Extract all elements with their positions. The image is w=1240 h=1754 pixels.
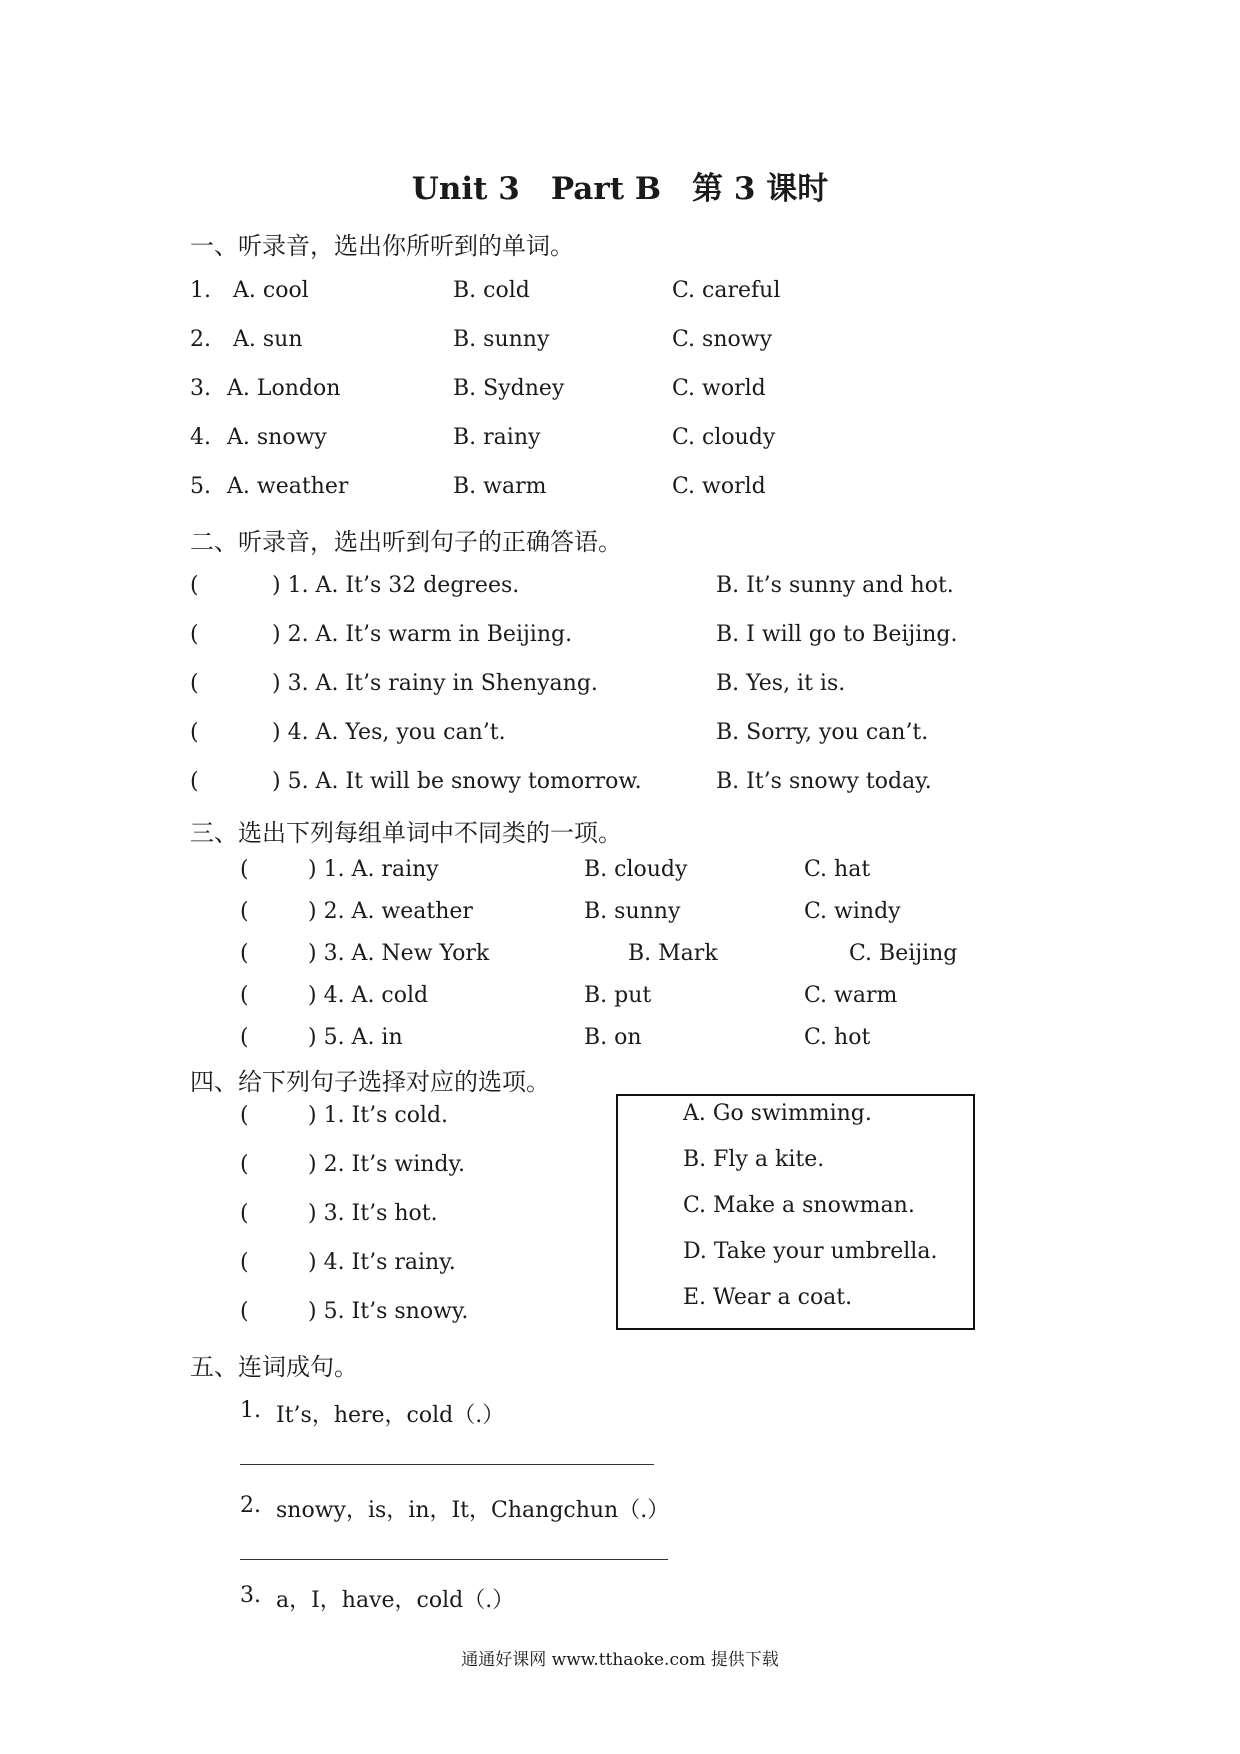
option-c: C. warm: [804, 983, 898, 1008]
answer-paren: (: [190, 769, 199, 794]
option-item: A. Go swimming.: [683, 1101, 872, 1126]
option-c: C. world: [672, 474, 766, 499]
sentence: ) 3. It’s hot.: [308, 1201, 438, 1226]
footer-credit: 通通好课网 www.tthaoke.com 提供下载: [461, 1650, 779, 1670]
option-item: E. Wear a coat.: [683, 1285, 853, 1310]
option-a: A. sun: [233, 327, 303, 352]
option-a: ) 3. A. New York: [308, 941, 490, 966]
option-c: C. world: [672, 376, 766, 401]
option-b: B. cold: [453, 278, 530, 303]
option-b: B. Sydney: [453, 376, 565, 401]
option-a: ) 3. A. It’s rainy in Shenyang.: [272, 671, 598, 696]
scrambled-words: It’s，here，cold（.）: [276, 1403, 505, 1428]
answer-paren: (: [240, 1103, 249, 1128]
option-b: B. warm: [453, 474, 547, 499]
section-2-heading: 二、听录音，选出听到句子的正确答语。: [190, 528, 622, 556]
answer-paren: (: [190, 671, 199, 696]
answer-paren: (: [190, 622, 199, 647]
item-number: 3.: [240, 1583, 261, 1608]
item-number: 3.: [190, 376, 211, 401]
sentence: ) 2. It’s windy.: [308, 1152, 465, 1177]
answer-paren: (: [240, 1201, 249, 1226]
option-b: B. rainy: [453, 425, 541, 450]
answer-paren: (: [240, 1299, 249, 1324]
scrambled-words: snowy，is，in，It，Changchun（.）: [276, 1498, 670, 1523]
option-c: C. snowy: [672, 327, 772, 352]
page-title: Unit 3 Part B 第 3 课时: [411, 171, 829, 207]
option-b: B. sunny: [453, 327, 550, 352]
option-a: ) 1. A. rainy: [308, 857, 439, 882]
option-a: A. London: [227, 376, 341, 401]
sentence: ) 5. It’s snowy.: [308, 1299, 469, 1324]
option-a: ) 2. A. weather: [308, 899, 473, 924]
option-b: B. It’s sunny and hot.: [716, 573, 954, 598]
option-c: C. hot: [804, 1025, 871, 1050]
sentence: ) 4. It’s rainy.: [308, 1250, 456, 1275]
scrambled-words: a，I，have，cold（.）: [276, 1588, 515, 1613]
answer-paren: (: [240, 983, 249, 1008]
answer-paren: (: [240, 899, 249, 924]
option-c: C. hat: [804, 857, 871, 882]
answer-paren: (: [190, 573, 199, 598]
option-a: ) 4. A. cold: [308, 983, 429, 1008]
option-b: B. Sorry, you can’t.: [716, 720, 929, 745]
option-b: B. I will go to Beijing.: [716, 622, 958, 647]
option-a: ) 5. A. in: [308, 1025, 403, 1050]
option-c: C. careful: [672, 278, 781, 303]
option-item: D. Take your umbrella.: [683, 1239, 938, 1264]
option-a: ) 1. A. It’s 32 degrees.: [272, 573, 520, 598]
answer-paren: (: [240, 1025, 249, 1050]
option-c: C. windy: [804, 899, 901, 924]
item-number: 1.: [190, 278, 211, 303]
option-b: B. Mark: [628, 941, 718, 966]
option-b: B. put: [584, 983, 652, 1008]
item-number: 4.: [190, 425, 211, 450]
option-a: A. snowy: [227, 425, 327, 450]
answer-paren: (: [240, 1152, 249, 1177]
answer-paren: (: [240, 1250, 249, 1275]
option-b: B. sunny: [584, 899, 681, 924]
answer-line: [240, 1559, 668, 1560]
option-item: B. Fly a kite.: [683, 1147, 825, 1172]
option-c: C. cloudy: [672, 425, 776, 450]
option-item: C. Make a snowman.: [683, 1193, 915, 1218]
option-c: C. Beijing: [849, 941, 958, 966]
answer-line: [240, 1464, 654, 1465]
item-number: 2.: [190, 327, 211, 352]
answer-paren: (: [240, 941, 249, 966]
answer-paren: (: [240, 857, 249, 882]
option-a: A. cool: [233, 278, 309, 303]
option-b: B. It’s snowy today.: [716, 769, 932, 794]
section-1-heading: 一、听录音，选出你所听到的单词。: [190, 232, 574, 260]
option-a: ) 2. A. It’s warm in Beijing.: [272, 622, 573, 647]
section-4-heading: 四、给下列句子选择对应的选项。: [190, 1068, 550, 1096]
option-a: A. weather: [227, 474, 349, 499]
option-b: B. Yes, it is.: [716, 671, 846, 696]
option-b: B. on: [584, 1025, 642, 1050]
section-5-heading: 五、连词成句。: [190, 1353, 358, 1381]
item-number: 5.: [190, 474, 211, 499]
sentence: ) 1. It’s cold.: [308, 1103, 449, 1128]
option-a: ) 5. A. It will be snowy tomorrow.: [272, 769, 642, 794]
option-b: B. cloudy: [584, 857, 688, 882]
section-3-heading: 三、选出下列每组单词中不同类的一项。: [190, 819, 622, 847]
option-a: ) 4. A. Yes, you can’t.: [272, 720, 506, 745]
item-number: 2.: [240, 1493, 261, 1518]
answer-paren: (: [190, 720, 199, 745]
item-number: 1.: [240, 1398, 261, 1423]
